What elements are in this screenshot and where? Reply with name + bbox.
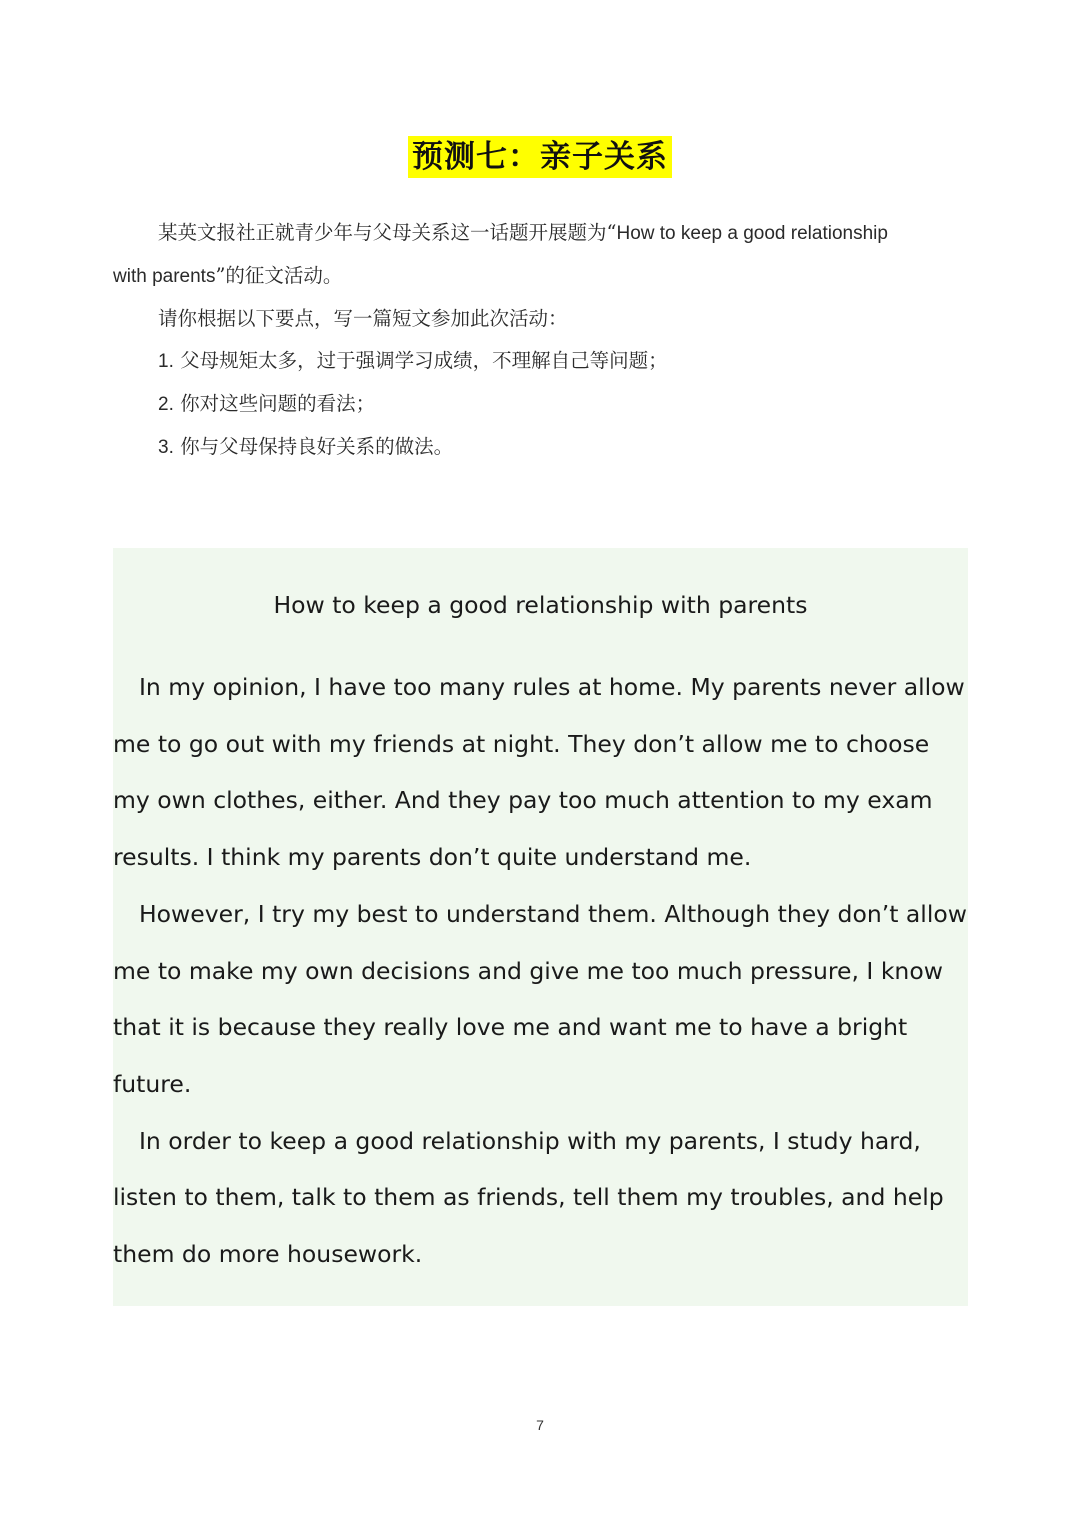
- page-number: 7: [536, 1417, 544, 1433]
- prompt-point-number: 3.: [158, 437, 174, 458]
- title-wrapper: [0, 136, 1080, 178]
- page-title: 预测七：亲子关系: [408, 136, 672, 178]
- essay-body: [113, 659, 973, 1283]
- prompt-point-text: 你与父母保持良好关系的做法。: [180, 435, 454, 458]
- prompt-point-number: 1.: [158, 351, 174, 372]
- essay-title: How to keep a good relationship with parents: [273, 591, 808, 619]
- essay-paragraph: In my opinion, I have too many rules at home. My parents never allow me to go out with my friends at night. They don’t allow me to choose my own clothes, either. And they pay too much attention to my exam results. I think my parents don’t quite understand me.: [113, 673, 965, 872]
- prompt-point: [113, 426, 973, 469]
- prompt-point-text: 你对这些问题的看法；: [180, 392, 376, 415]
- prompt-intro-prefix: 某英文报社正就青少年与父母关系这一话题开展题为“: [158, 221, 617, 244]
- writing-prompt: [113, 212, 973, 469]
- essay-paragraph: However, I try my best to understand them. Although they don’t allow me to make my own decisions and give me too much pressure, I know that it is because they really love me and want me to have a bright future.: [113, 899, 967, 1098]
- prompt-point-text: 父母规矩太多，过于强调学习成绩，不理解自己等问题；: [180, 349, 668, 372]
- prompt-topic-cont: with parents: [113, 266, 216, 287]
- prompt-topic: How to keep a good relationship: [616, 223, 888, 244]
- prompt-instruction: 请你根据以下要点，写一篇短文参加此次活动：: [158, 307, 568, 330]
- prompt-point: [113, 383, 973, 426]
- essay-paragraph: In order to keep a good relationship with my parents, I study hard, listen to them, talk to them as friends, tell them my troubles, and help them do more housework.: [113, 1126, 944, 1269]
- prompt-point-number: 2.: [158, 394, 174, 415]
- prompt-intro-suffix: ”的征文活动。: [215, 264, 343, 287]
- prompt-intro: [113, 212, 973, 298]
- prompt-point: [113, 340, 973, 383]
